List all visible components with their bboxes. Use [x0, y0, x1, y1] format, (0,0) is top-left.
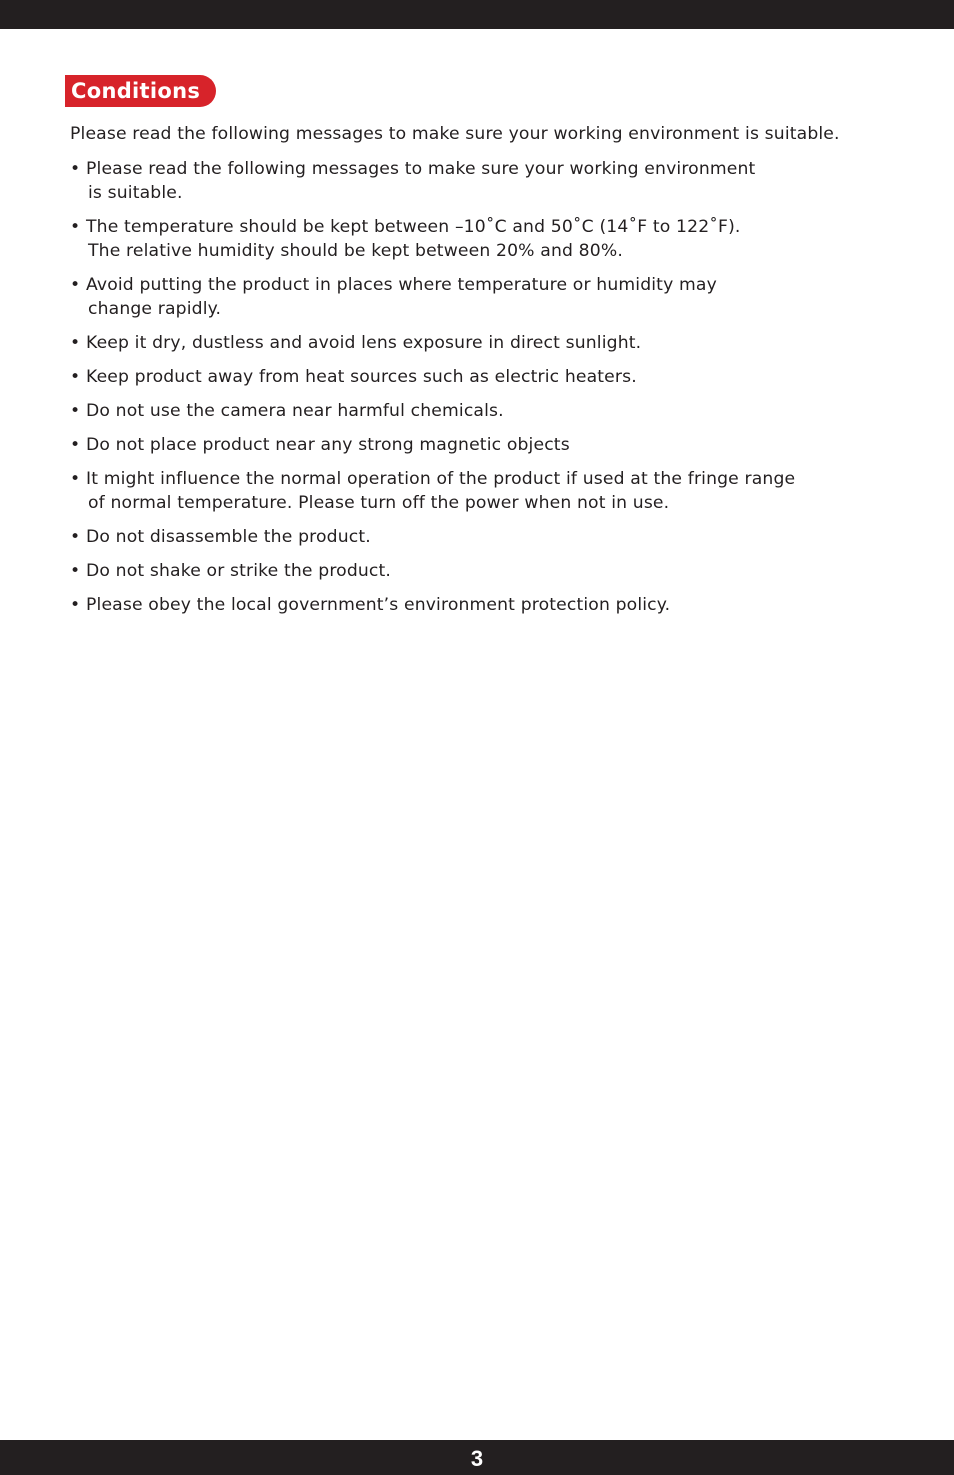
list-item-text-continued: of normal temperature. Please turn off the power when not in use.: [88, 493, 670, 513]
list-item-text: Keep product away from heat sources such as electric heaters.: [86, 367, 637, 387]
list-item: [70, 433, 910, 457]
list-item-text: The temperature should be kept between –10˚C and 50˚C (14˚F to 122˚F).: [86, 217, 741, 237]
list-item-text: Do not use the camera near harmful chemicals.: [86, 401, 504, 421]
list-item-text-continued: The relative humidity should be kept between 20% and 80%.: [88, 241, 623, 261]
list-item-text: Please obey the local government’s environment protection policy.: [86, 595, 671, 615]
list-item-text: Do not disassemble the product.: [86, 527, 371, 547]
page-number: 3: [470, 1445, 484, 1471]
list-item-text: It might influence the normal operation of the product if used at the fringe range: [86, 469, 796, 489]
list-item-text-continued: is suitable.: [88, 183, 183, 203]
list-item: [70, 593, 910, 617]
list-item-text: Please read the following messages to make sure your working environment: [86, 159, 756, 179]
list-item-text: Do not shake or strike the product.: [86, 561, 392, 581]
list-item-text: Avoid putting the product in places where temperature or humidity may: [86, 275, 717, 295]
list-item: [70, 525, 910, 549]
list-item: [70, 559, 910, 583]
list-item: [70, 157, 910, 205]
list-item-text: Keep it dry, dustless and avoid lens exposure in direct sunlight.: [86, 333, 642, 353]
footer-bar: [0, 1440, 954, 1475]
intro-text: Please read the following messages to make sure your working environment is suitable.: [70, 124, 840, 144]
list-item-text: Do not place product near any strong magnetic objects: [86, 435, 570, 455]
list-item: [70, 331, 910, 355]
list-item: [70, 399, 910, 423]
list-item-text-continued: change rapidly.: [88, 299, 222, 319]
section-title: Conditions: [71, 78, 201, 103]
list-item: [70, 365, 910, 389]
section-heading: [65, 75, 216, 107]
list-item: [70, 215, 910, 263]
header-bar: [0, 0, 954, 29]
conditions-list: [70, 157, 910, 617]
conditions-content: [70, 122, 910, 627]
list-item: [70, 273, 910, 321]
list-item: [70, 467, 910, 515]
